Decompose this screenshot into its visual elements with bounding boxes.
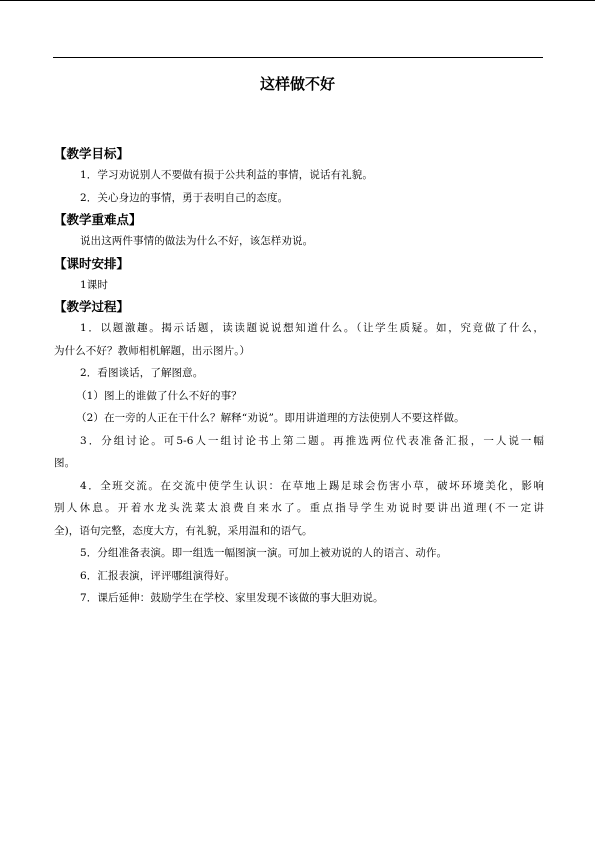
process-step-5: 5．分组准备表演。即一组选一幅图演一演。可加上被劝说的人的语言、动作。 (80, 547, 448, 559)
process-step-2-question-2: （2）在一旁的人正在干什么？解释“劝说”。即用讲道理的方法使别人不要这样做。 (76, 412, 465, 424)
document-title: 这样做不好 (259, 75, 335, 93)
process-step-3-line-2: 图。 (54, 457, 76, 469)
section-heading-key-points: 【教学重难点】 (54, 212, 142, 227)
section-heading-goals: 【教学目标】 (54, 146, 130, 161)
key-point-text: 说出这两件事情的做法为什么不好，该怎样劝说。 (80, 235, 314, 247)
process-step-3-line-1: 3．分组讨论。可5-6人一组讨论书上第二题。再推选两位代表准备汇报，一人说一幅 (80, 434, 544, 447)
process-step-1-line-2: 为什么不好？教师相机解题，出示图片。） (54, 344, 251, 357)
schedule-text: 1课时 (80, 278, 108, 291)
document-body (54, 143, 544, 610)
process-step-2-question-1: （1）图上的谁做了什么不好的事？ (76, 389, 242, 402)
process-step-4-line-3: 全)，语句完整，态度大方，有礼貌，采用温和的语气。 (54, 524, 313, 537)
goal-item-1: 1．学习劝说别人不要做有损于公共利益的事情，说话有礼貌。 (80, 169, 373, 181)
process-step-7: 7．课后延伸：鼓励学生在学校、家里发现不该做的事大胆劝说。 (80, 592, 384, 604)
process-step-2: 2．看图谈话，了解图意。 (80, 367, 204, 379)
goal-item-2: 2．关心身边的事情，勇于表明自己的态度。 (80, 191, 289, 204)
page-top-border (0, 0, 595, 1)
process-step-4-line-1: 4．全班交流。在交流中使学生认识：在草地上踢足球会伤害小草，破坏环境美化，影响 (80, 479, 544, 492)
section-heading-process: 【教学过程】 (54, 299, 130, 314)
section-heading-schedule: 【课时安排】 (54, 255, 130, 271)
process-step-4-line-2: 别人休息。开着水龙头洗菜太浪费自来水了。重点指导学生劝说时要讲出道理(不一定讲 (54, 502, 544, 514)
header-rule (53, 57, 543, 58)
process-step-6: 6．汇报表演，评评哪组演得好。 (80, 569, 236, 582)
process-step-1-line-1: 1．以题激趣。揭示话题，读读题说说想知道什么。（让学生质疑。如，究竟做了什么， (80, 322, 544, 334)
